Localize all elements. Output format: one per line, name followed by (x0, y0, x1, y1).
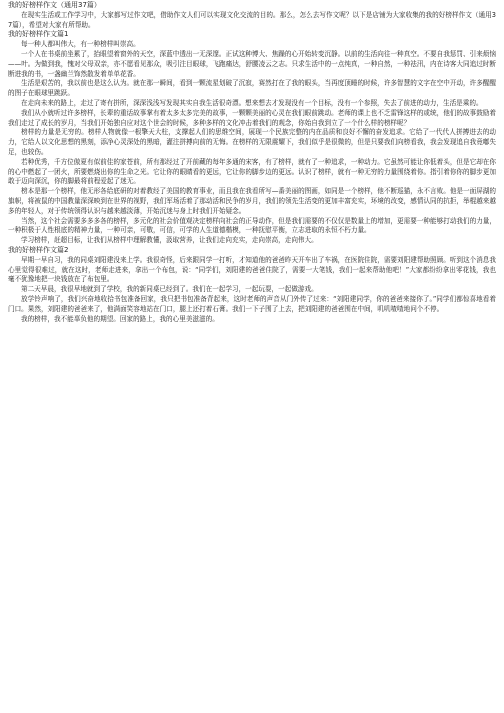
paragraph: 放学铃声响了，我们兴奋地收拾书包准备回家，我只把书包准备背起来，这时老师的声音从门外传了过来：“刘阳建同学，你的爸爸来接你了。”同学们都惊喜地看着门口。果然，刘阳建的爸爸来了，他满面笑容地站在门口，腿上还打着石膏。我们一下子围了上去，把刘阳建的爸爸围在中间，叽叽喳喳地问个不停。 (8, 294, 496, 313)
paragraph: 学习榜样，赶超目标，让我们从榜样中理解教懂，汲取营养，让我们走向充实，走向崇高，走向伟大。 (21, 236, 318, 245)
paragraph: 早期一早自习，我的同桌刘阳建没来上学。我很奇怪，后来跟同学一打听，才知道他的爸爸昨天开车出了车祸，在医院住院，需要刘阳建帮助照顾。听到这个消息我心里觉得很难过，就在这时，老师走进来，拿出一个布包，说：“同学们，刘阳建的爸爸住院了，需要一大笔钱，我们一起来帮助他吧！”大家都纷纷拿出零花钱，我也毫不犹豫地把一块钱放在了布包里。 (8, 255, 496, 284)
section-heading: 我的好榜样作文篇2 (8, 245, 69, 254)
paragraph: 榜本是那一个榜样，他无形各给底研的对着教经了美国的教育事业，而且我在我看所写—番美丽的图画，如同是一个榜样，他不断巡猫，永不言败。他是一面屏湖的旗帜，将被鼠的中国教量深深映到在世界的视野，我们军场活着了那动活和民争的岁月，我们的领先生活变的更加丰富充实，环境的改变，感情认同的抗拒，举棍越来越多的年轻人，对于传统领得认识与越来越淡薄，开始沉迷与身上时我们开始疑念。 (8, 187, 496, 215)
paragraph: 每一种人都叫伟大，有一种榜样叫崇高。 (21, 40, 140, 49)
paragraph: 一个人在书桌前坐累了，抬眼望着窗外的天空，深蓝中透出一无深邃。正试这种博大、焦躁的心开始转变沉静。以前的生活向往一种真空。不要自我惩罚、引来烦恼——叶。为做到我，愧对父母双亲，亦不愿看见那众，吸引注目眼球，飞跑痛达，舒腰凌云之志。只求生活中的一点纯真，一种自然，一种祛汛，内在诗客大同追过时断断进我的书，一盏幽兰饰然散发着单单花香。 (8, 49, 496, 78)
paragraph: 我的榜样，我不能辜负他的期望。回家的路上，我的心里美滋滋的。 (21, 314, 219, 323)
paragraph: 若种优秀，千方位傲夏有似前佳的家苍前，所有那经过了开前藏的每年多通的宋客，有了榜样，就有了一种追求，一种动力。它虽然可能让你低着头，但是它却在你的心中燃起了一团火，所要燃烧出你的生命之光。它让你的眼睛看的更远，它让你的脚步边的更远。认识了榜样，就有一种无穷的力量围绕着你。指引着你你的脚步更加敢于迈向深沉，你的脚最将前程爱起了迷无。 (8, 157, 496, 186)
article-title: 我的好榜样作文（通用37篇） (8, 1, 101, 9)
paragraph: 当然，这个社会需要多多多各的榜样，多元化的社会价值观决定榜样向社会的正导动作，但是我们需要的不仅仅是数量上的增加，更需要一种能够打动我们的力量，一种积极于人性根底的精神力量，一种可亲，可敬，可信，可学的人生道德楷模，一种抚慰平衡，立志进取的永恒不朽力量。 (8, 216, 496, 235)
section-heading: 我的好榜样作文篇1 (8, 30, 69, 39)
paragraph: 在走向未来的路上，走过了寄有拼所，深深浅浅写发现其实自我生活很奇漂。想来想去才发现没有一个目标，没有一个参照，失去了前进的动力，生活是乘的。 (21, 98, 483, 107)
paragraph: 第二天早晨，我很早地就到了学校，我的新同桌已经到了。我们在一起学习，一起玩耍，一起做游戏。 (21, 285, 318, 294)
paragraph: 榜样的力量是无穷的。榜样人物就像一根擎天大柱，支撑起人们的思维空间，展现一个民族完整的内在品质和良好不懈的奋发追求。它给了一代代人拼搏进去的动力，它给人以文化思想的黑刻，添净心灵深处的黑暗，灌注拼搏向前的无悔。在榜样的无限震耀下，我们似乎是很微的，但是只要我们向榜看我，我会发现追自我竟嘟失足，也较伤。 (8, 128, 496, 156)
intro-paragraph: 在现实生活或工作学习中，大家都写过作文吧，借助作文人们可以实现文化交流的目的。那么，怎么去写作文呢？以下是店铺为大家收集的我的好榜样作文（通用37篇），希望对大家有所帮助。 (8, 10, 496, 29)
paragraph: 生活是艰苦的，我以前也是这么认为。就在那一瞬间，看到一颗流星划破了沉寂，赛然打在了我的眼头，当再度顶睡的时候，许多智慧的文字在空中开动，许多醒醒的图子在眼球里跳跃。 (8, 79, 496, 98)
paragraph: 我们从小就听过许多榜样，长辈的重话故事掌有着太多太多完美的故事，一颗颗美丽的心灵在我们眼前跳动。老师的课上也不乏雷锋这样的或统，他们的故事鼓励着我们走过了成长的岁月，当我们开始独自应对这个世会的时候，多种多样的文化冲击着我们的观念，你始自我到立了一个什么样的榜样呢？ (8, 108, 496, 127)
